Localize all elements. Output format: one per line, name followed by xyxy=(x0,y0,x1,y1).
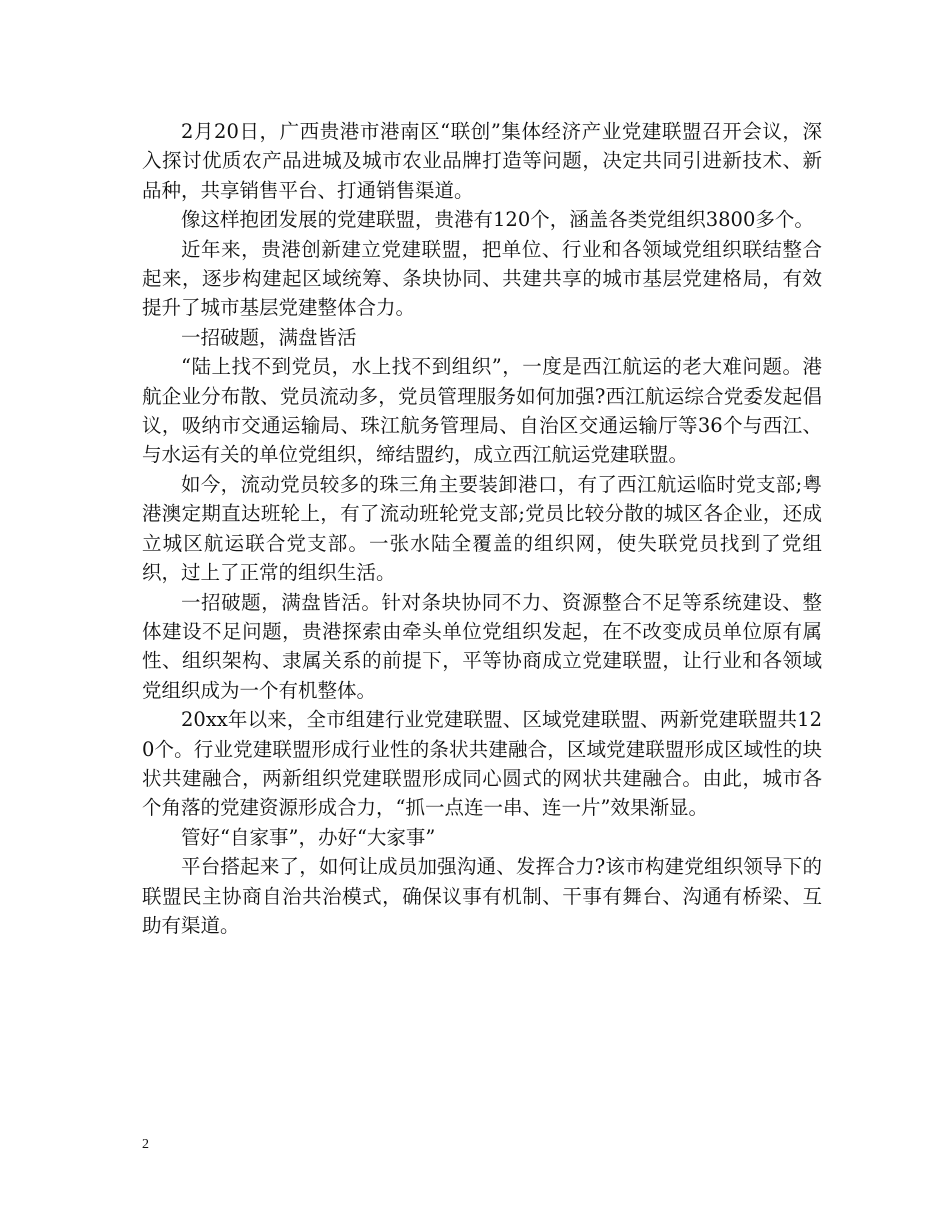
section-heading: 管好“自家事”，办好“大家事” xyxy=(181,825,436,849)
page-number: 2 xyxy=(142,1137,149,1152)
paragraph: 一招破题，满盘皆活。针对条块协同不力、资源整合不足等系统建设、整体建设不足问题，贵港探索由牵头单位党组织发起，在不改变成员单位原有属性、组织架构、隶属关系的前提下，平等协商成立党建联盟，让行业和各领域党组织成为一个有机整体。 xyxy=(142,590,822,702)
paragraph: 20xx年以来，全市组建行业党建联盟、区域党建联盟、两新党建联盟共120个。行业党建联盟形成行业性的条状共建融合，区域党建联盟形成区域性的块状共建融合，两新组织党建联盟形成同心圆式的网状共建融合。由此，城市各个角落的党建资源形成合力，“抓一点连一串、连一片”效果渐显。 xyxy=(142,708,822,820)
document-body xyxy=(142,117,822,940)
paragraph: 近年来，贵港创新建立党建联盟，把单位、行业和各领域党组织联结整合起来，逐步构建起区域统筹、条块协同、共建共享的城市基层党建格局，有效提升了城市基层党建整体合力。 xyxy=(142,237,822,320)
paragraph: 如今，流动党员较多的珠三角主要装卸港口，有了西江航运临时党支部;粤港澳定期直达班轮上，有了流动班轮党支部;党员比较分散的城区各企业，还成立城区航运联合党支部。一张水陆全覆盖的组织网，使失联党员找到了党组织，过上了正常的组织生活。 xyxy=(142,472,822,585)
section-heading: 一招破题，满盘皆活 xyxy=(181,325,357,349)
paragraph: “陆上找不到党员，水上找不到组织”，一度是西江航运的老大难问题。港航企业分布散、党员流动多，党员管理服务如何加强?西江航运综合党委发起倡议，吸纳市交通运输局、珠江航务管理局、自治区交通运输厅等36个与西江、与水运有关的单位党组织，缔结盟约，成立西江航运党建联盟。 xyxy=(142,355,822,467)
paragraph: 平台搭起来了，如何让成员加强沟通、发挥合力?该市构建党组织领导下的联盟民主协商自治共治模式，确保议事有机制、干事有舞台、沟通有桥梁、互助有渠道。 xyxy=(142,855,822,937)
paragraph: 像这样抱团发展的党建联盟，贵港有120个，涵盖各类党组织3800多个。 xyxy=(181,208,814,232)
paragraph: 2月20日，广西贵港市港南区“联创”集体经济产业党建联盟召开会议，深入探讨优质农产品进城及城市农业品牌打造等问题，决定共同引进新技术、新品种，共享销售平台、打通销售渠道。 xyxy=(142,120,822,202)
